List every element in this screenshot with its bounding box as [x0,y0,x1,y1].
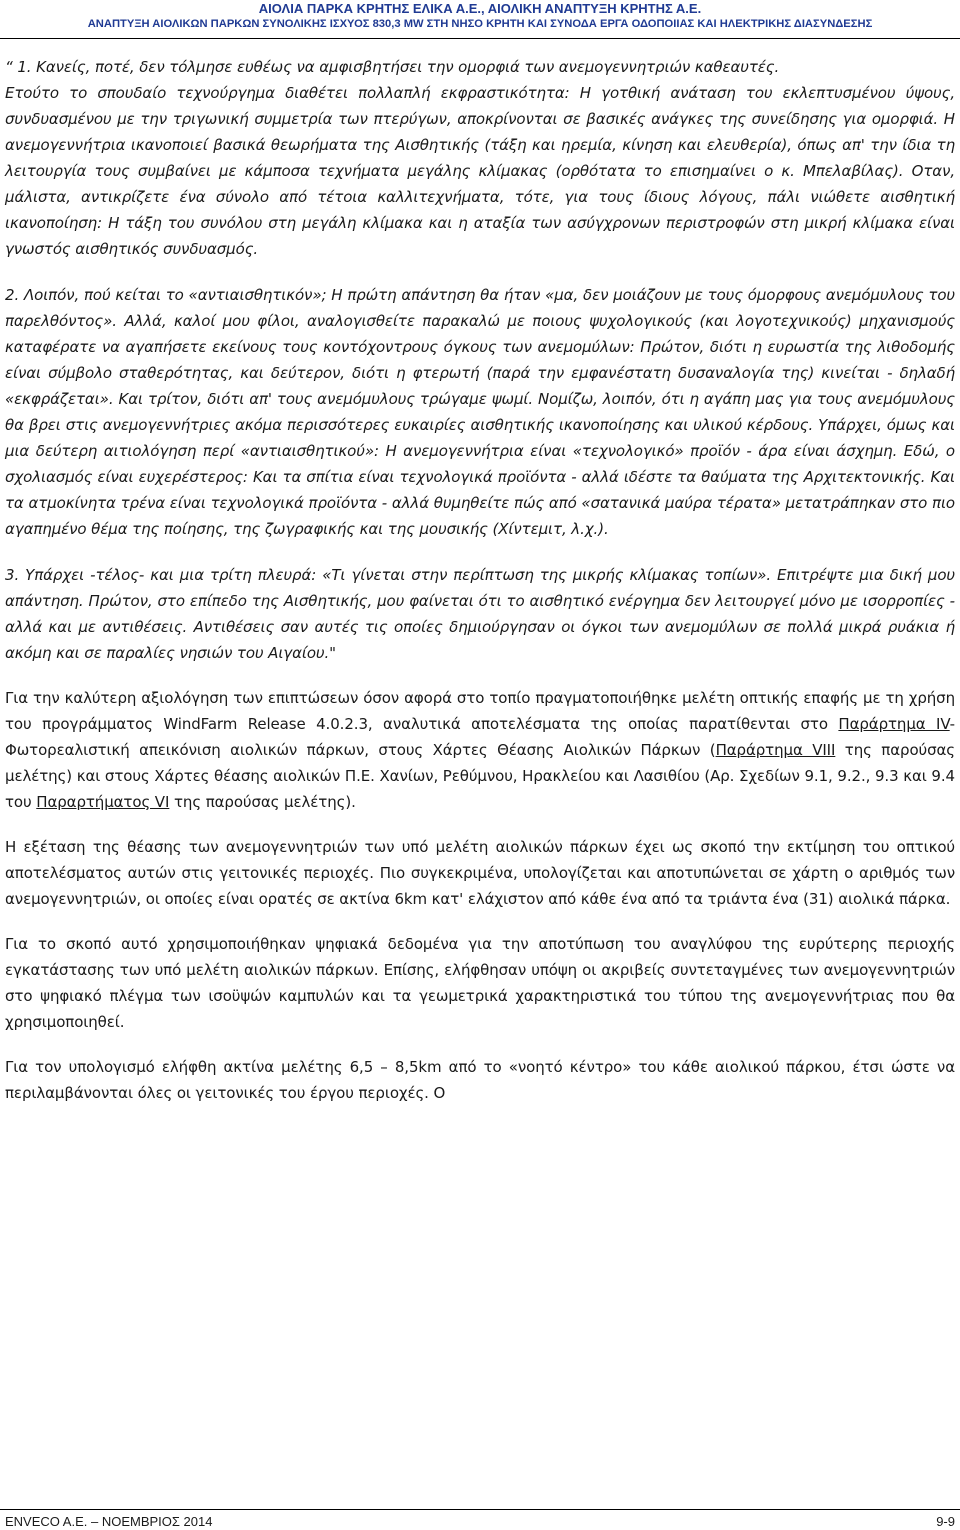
document-body [5,54,955,1106]
para4-text-b: - Φωτορεαλιστική απεικόνιση αιολικών πάρκων, στους Χάρτες Θέασης Αιολικών Πάρκων ( [5,715,955,759]
footer-page-number: 9-9 [936,1514,955,1529]
footer-divider [0,1509,960,1510]
header-subtitle: ΑΝΑΠΤΥΞΗ ΑΙΟΛΙΚΩΝ ΠΑΡΚΩΝ ΣΥΝΟΛΙΚΗΣ ΙΣΧΥΟΣ 830,3 MW ΣΤΗ ΝΗΣΟ ΚΡΗΤΗ ΚΑΙ ΣΥΝΟΔΑ ΕΡΓΑ ΟΔΟΠΟΙΙΑΣ ΚΑΙ ΗΛΕΚΤΡΙΚΗΣ ΔΙΑΣΥΝΔΕΣΗΣ [87,18,873,30]
para4-text-a: Για την καλύτερη αξιολόγηση των επιπτώσεων όσον αφορά στο τοπίο πραγματοποιήθηκε μελέτη οπτικής επαφής με τη χρήση του προγράμματος WindFarm Release 4.0.2.3, αναλυτικά αποτελέσματα της οποίας παρατίθενται στο [5,689,955,733]
paragraph-visibility-study [5,685,955,815]
quote-paragraph-3: 3. Υπάρχει -τέλος- και μια τρίτη πλευρά: «Τι γίνεται στην περίπτωση της μικρής κλίμακας τοπίων». Επιτρέψτε μια δική μου απάντηση. Πρώτον, στο επίπεδο της Αισθητικής, μου φαίνεται ότι το αισθητικό ενέργημα δεν λειτουργεί μόνο με ισορροπίες - αλλά και με αντιθέσεις. Αντιθέσεις σαν αυτές τις οποίες δημιούργησαν οι όγκοι των ανεμομύλων σε πολλά μικρά ρυάκια ή ακόμη και σε παραλίες νησιών του Αιγαίου." [5,566,955,662]
footer-company-date: ENVECO A.E. – ΝΟΕΜΒΡΙΟΣ 2014 [5,1514,213,1529]
paragraph-visibility-purpose: Η εξέταση της θέασης των ανεμογεννητριών των υπό μελέτη αιολικών πάρκων έχει ως σκοπό την εκτίμηση του οπτικού αποτελέσματος αυτών στις γειτονικές περιοχές. Πιο συγκεκριμένα, υπολογίζεται και αποτυπώνεται σε χάρτη ο αριθμός των ανεμογεννητριών, οι οποίες είναι ορατές σε ακτίνα 6km κατ' ελάχιστον από κάθε ένα από τα τριάντα ένα (31) αιολικά πάρκα. [5,838,955,908]
quote-paragraph-1: Ετούτο το σπουδαίο τεχνούργημα διαθέτει πολλαπλή εκφραστικότητα: Η γοτθική ανάταση του εκλεπτυσμένου ύψους, συνδυασμένου με την τριγωνική συμμετρία των πτερύγων, αποκρίνονται σε βασικές ανάγκες της συνείδησης για ομορφιά. Η ανεμογεννήτρια ικανοποιεί βασικά θεωρήματα της Αισθητικής (τάξη και ηρεμία, κίνηση και ελευθερία), όπως απ' την ίδια τη λειτουργία τους συμβαίνει με κάμποσα τεχνήματα μεγάλης κλίμακας (ορθότατα το επισημαίνει ο κ. Μπελαβίλας). Οταν, μάλιστα, αντικρίζετε ένα σύνολο από τέτοια καλλιτεχνήματα, τότε, για τους ίδιους λόγους, πάλι νιώθετε αισθητική ικανοποίηση: Η τάξη του συνόλου στη μεγάλη κλίμακα και η αταξία των ασύγχρονων περιστροφών στη μικρή κλίμακα είναι γνωστός αισθητικός συνδυασμός. [5,84,955,258]
paragraph-study-radius: Για τον υπολογισμό ελήφθη ακτίνα μελέτης 6,5 – 8,5km από το «νοητό κέντρο» του κάθε αιολικού πάρκου, έτσι ώστε να περιλαμβάνονται όλες οι γειτονικές του έργου περιοχές. Ο [5,1058,955,1102]
page-header [0,0,960,39]
quote-first-line: “ 1. Κανείς, ποτέ, δεν τόλμησε ευθέως να αμφισβητήσει την ομορφιά των ανεμογεννητριών καθεαυτές. [5,58,780,76]
quote-paragraph-2: 2. Λοιπόν, πού κείται το «αντιαισθητικόν»; Η πρώτη απάντηση θα ήταν «μα, δεν μοιάζουν με τους όμορφους ανεμόμυλους του παρελθόντος». Αλλά, καλοί μου φίλοι, αναλογισθείτε παρακαλώ με ποιους ψυχολογικούς (και λογοτεχνικούς) μηχανισμούς καταφέρατε να αγαπήσετε εκείνους τους κοντόχοντρους όγκους των ανεμομύλων: Πρώτον, διότι η ευρωστία της λιθοδομής είναι σύμβολο σταθερότητας, και δεύτερον, διότι η φτερωτή (παρά την εμφανέστατη δυσαναλογία της) κινείται - δηλαδή «εκφράζεται». Και τρίτον, διότι απ' τους ανεμόμυλους τρώγαμε ψωμί. Νομίζω, λοιπόν, ότι η αγάπη μας για τους ανεμόμυλους θα βρει στις ανεμογεννήτριες ακόμα περισσότερες ευκαιρίες αισθητικής ικανοποίησης και υλικού κέρδους. Υπάρχει, όμως και μια δεύτερη αιτιολόγηση περί «αντιαισθητικού»: Η ανεμογεννήτρια είναι «τεχνολογικό» προϊόν - άρα είναι άσχημη. Εδώ, ο σχολιασμός είναι ευχερέστερος: Και τα σπίτια είναι τεχνολογικά προϊόντα - αλλά ιδέστε τα θαύματα της Αρχιτεκτονικής. Και τα ατμοκίνητα τρένα είναι τεχνολογικά προϊόντα - αλλά θυμηθείτε πώς από «σατανικά μαύρα τέρατα» μετατράπηκαν στο πιο αγαπημένο θέμα της ποίησης, της ζωγραφικής και της μουσικής (Χίντεμιτ, λ.χ.). [5,286,955,538]
para4-text-d: της παρούσας μελέτης). [169,793,356,811]
header-title: ΑΙΟΛΙΑ ΠΑΡΚΑ ΚΡΗΤΗΣ ΕΛΙΚΑ Α.Ε., ΑΙΟΛΙΚΗ ΑΝΑΠΤΥΞΗ ΚΡΗΤΗΣ Α.Ε. [258,1,702,16]
link-appendix-vi[interactable]: Παραρτήματος VI [36,793,170,811]
header-divider [0,38,960,39]
paragraph-data-used: Για το σκοπό αυτό χρησιμοποιήθηκαν ψηφιακά δεδομένα για την αποτύπωση του αναγλύφου της ευρύτερης περιοχής εγκατάστασης των υπό μελέτη αιολικών πάρκων. Επίσης, ελήφθησαν υπόψη οι ακριβείς συντεταγμένες των ανεμογεννητριών στο ψηφιακό πλέγμα των ισοϋψών καμπυλών και τα γεωμετρικά χαρακτηριστικά του τύπου της ανεμογεννήτριας που θα χρησιμοποιηθεί. [5,935,955,1031]
link-appendix-viii[interactable]: Παράρτημα VIII [715,741,836,759]
link-appendix-iv[interactable]: Παράρτημα IV [838,715,950,733]
page-footer [0,1509,960,1530]
para4-text-c: της παρούσας μελέτης) και στους Χάρτες θέασης αιολικών Π.Ε. Χανίων, Ρεθύμνου, Ηρακλείου και Λασιθίου (Αρ. Σχεδίων 9.1, 9.2., 9.3 και 9.4 του [5,741,955,811]
